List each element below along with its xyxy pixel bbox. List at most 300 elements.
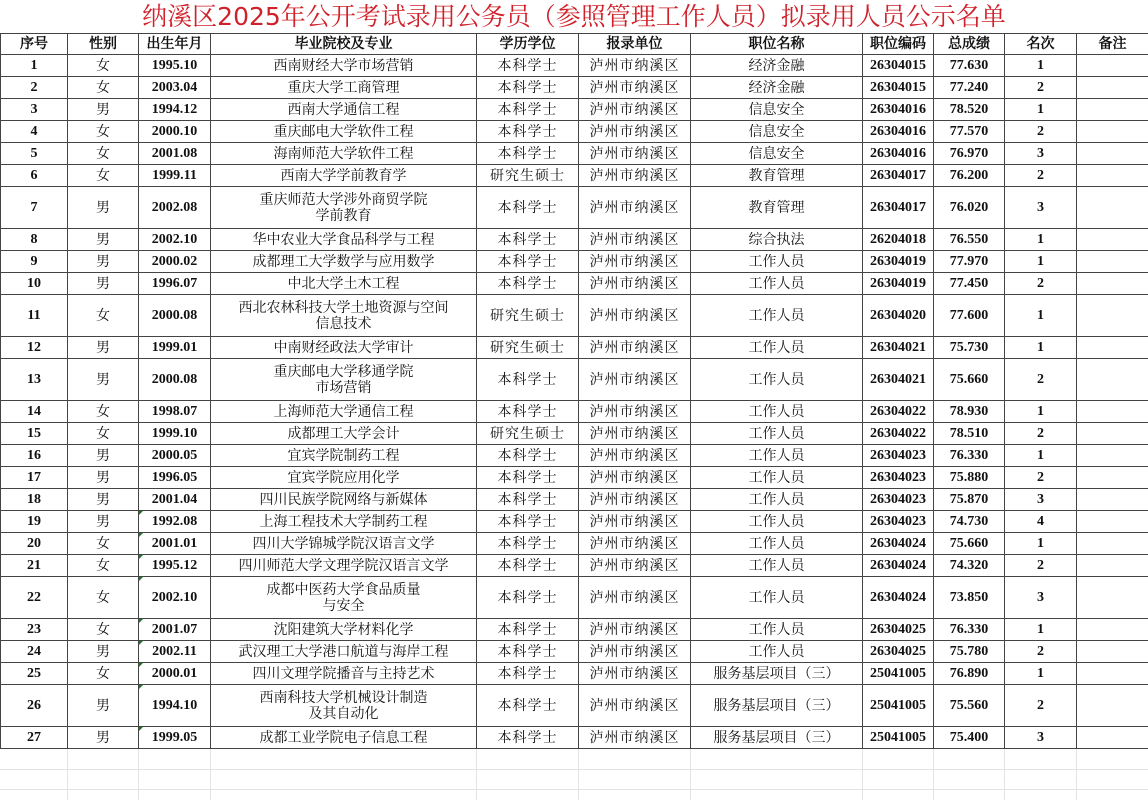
cell-school[interactable] [211,555,477,577]
cell-school[interactable] [211,401,477,423]
cell-school[interactable] [211,619,477,641]
cell-gender[interactable]: 女 [68,577,139,619]
cell-score[interactable]: 78.520 [934,99,1005,121]
cell-no[interactable]: 17 [1,467,68,489]
cell-unit[interactable]: 泸州市纳溪区 [579,423,691,445]
cell-score[interactable]: 78.510 [934,423,1005,445]
cell-score[interactable]: 77.570 [934,121,1005,143]
cell-unit[interactable]: 泸州市纳溪区 [579,121,691,143]
cell-code[interactable]: 26304024 [863,533,934,555]
cell-degree[interactable]: 本科学士 [477,359,579,401]
cell-code[interactable]: 26304022 [863,423,934,445]
cell-score[interactable]: 76.020 [934,187,1005,229]
cell-gender[interactable]: 男 [68,273,139,295]
cell-gender[interactable]: 男 [68,337,139,359]
cell-degree[interactable]: 研究生硕士 [477,295,579,337]
cell-rank[interactable]: 1 [1005,663,1077,685]
cell-birth[interactable]: 2000.08 [139,295,211,337]
cell-degree[interactable]: 本科学士 [477,619,579,641]
cell-unit[interactable]: 泸州市纳溪区 [579,55,691,77]
cell-school[interactable] [211,273,477,295]
cell-note[interactable] [1077,511,1148,533]
cell-school[interactable] [211,187,477,229]
cell-note[interactable] [1077,489,1148,511]
cell-no[interactable]: 20 [1,533,68,555]
cell-no[interactable]: 26 [1,685,68,727]
cell-position[interactable]: 工作人员 [691,273,863,295]
cell-no[interactable]: 11 [1,295,68,337]
cell-position[interactable]: 信息安全 [691,99,863,121]
cell-code[interactable]: 25041005 [863,663,934,685]
cell-school[interactable] [211,663,477,685]
cell-rank[interactable]: 1 [1005,445,1077,467]
cell-no[interactable]: 27 [1,727,68,749]
cell-gender[interactable]: 男 [68,251,139,273]
cell-position[interactable]: 经济金融 [691,55,863,77]
cell-birth[interactable]: 1995.12 [139,555,211,577]
cell-birth[interactable]: 2000.10 [139,121,211,143]
cell-unit[interactable]: 泸州市纳溪区 [579,359,691,401]
cell-degree[interactable]: 本科学士 [477,251,579,273]
cell-gender[interactable]: 女 [68,121,139,143]
cell-school[interactable] [211,143,477,165]
cell-birth[interactable]: 1999.01 [139,337,211,359]
cell-unit[interactable]: 泸州市纳溪区 [579,295,691,337]
col-header-note[interactable]: 备注 [1077,34,1148,55]
cell-score[interactable]: 76.330 [934,619,1005,641]
cell-unit[interactable]: 泸州市纳溪区 [579,273,691,295]
cell-code[interactable]: 26304015 [863,77,934,99]
cell-position[interactable]: 经济金融 [691,77,863,99]
cell-school[interactable] [211,533,477,555]
cell-unit[interactable]: 泸州市纳溪区 [579,251,691,273]
cell-unit[interactable]: 泸州市纳溪区 [579,663,691,685]
cell-unit[interactable]: 泸州市纳溪区 [579,685,691,727]
cell-unit[interactable]: 泸州市纳溪区 [579,533,691,555]
cell-unit[interactable]: 泸州市纳溪区 [579,99,691,121]
cell-position[interactable]: 服务基层项目（三） [691,685,863,727]
cell-degree[interactable]: 本科学士 [477,685,579,727]
cell-position[interactable]: 工作人员 [691,489,863,511]
cell-note[interactable] [1077,467,1148,489]
cell-note[interactable] [1077,121,1148,143]
cell-position[interactable]: 服务基层项目（三） [691,727,863,749]
cell-school[interactable] [211,229,477,251]
cell-degree[interactable]: 本科学士 [477,577,579,619]
cell-no[interactable]: 4 [1,121,68,143]
cell-code[interactable]: 26304024 [863,577,934,619]
cell-note[interactable] [1077,445,1148,467]
cell-position[interactable]: 工作人员 [691,619,863,641]
cell-position[interactable]: 工作人员 [691,401,863,423]
cell-position[interactable]: 综合执法 [691,229,863,251]
cell-birth[interactable]: 2001.04 [139,489,211,511]
cell-rank[interactable]: 1 [1005,251,1077,273]
cell-unit[interactable]: 泸州市纳溪区 [579,641,691,663]
cell-birth[interactable]: 2000.05 [139,445,211,467]
cell-unit[interactable]: 泸州市纳溪区 [579,165,691,187]
cell-no[interactable]: 13 [1,359,68,401]
cell-degree[interactable]: 本科学士 [477,533,579,555]
cell-degree[interactable]: 研究生硕士 [477,423,579,445]
cell-note[interactable] [1077,423,1148,445]
cell-degree[interactable]: 本科学士 [477,273,579,295]
cell-unit[interactable]: 泸州市纳溪区 [579,619,691,641]
cell-note[interactable] [1077,533,1148,555]
cell-note[interactable] [1077,77,1148,99]
cell-no[interactable]: 6 [1,165,68,187]
cell-rank[interactable]: 2 [1005,359,1077,401]
cell-no[interactable]: 14 [1,401,68,423]
cell-no[interactable]: 24 [1,641,68,663]
cell-school[interactable] [211,359,477,401]
cell-unit[interactable]: 泸州市纳溪区 [579,401,691,423]
cell-code[interactable]: 26304016 [863,121,934,143]
cell-birth[interactable]: 2001.01 [139,533,211,555]
cell-position[interactable]: 教育管理 [691,187,863,229]
cell-gender[interactable]: 女 [68,555,139,577]
col-header-school[interactable]: 毕业院校及专业 [211,34,477,55]
cell-rank[interactable]: 1 [1005,295,1077,337]
cell-score[interactable]: 73.850 [934,577,1005,619]
cell-position[interactable]: 工作人员 [691,423,863,445]
cell-rank[interactable]: 2 [1005,423,1077,445]
cell-gender[interactable]: 女 [68,165,139,187]
cell-score[interactable]: 76.330 [934,445,1005,467]
cell-school[interactable] [211,727,477,749]
cell-degree[interactable]: 研究生硕士 [477,337,579,359]
cell-birth[interactable]: 2002.10 [139,229,211,251]
cell-rank[interactable]: 2 [1005,685,1077,727]
cell-school[interactable] [211,99,477,121]
cell-degree[interactable]: 本科学士 [477,489,579,511]
cell-school[interactable] [211,55,477,77]
cell-code[interactable]: 26304017 [863,165,934,187]
cell-note[interactable] [1077,187,1148,229]
cell-rank[interactable]: 2 [1005,77,1077,99]
cell-unit[interactable]: 泸州市纳溪区 [579,77,691,99]
cell-gender[interactable]: 女 [68,143,139,165]
cell-note[interactable] [1077,727,1148,749]
cell-code[interactable]: 26304016 [863,143,934,165]
cell-note[interactable] [1077,99,1148,121]
cell-note[interactable] [1077,685,1148,727]
cell-degree[interactable]: 本科学士 [477,143,579,165]
cell-score[interactable]: 77.630 [934,55,1005,77]
cell-code[interactable]: 26304015 [863,55,934,77]
cell-rank[interactable]: 1 [1005,55,1077,77]
cell-no[interactable]: 18 [1,489,68,511]
cell-gender[interactable]: 男 [68,489,139,511]
cell-score[interactable]: 77.450 [934,273,1005,295]
cell-note[interactable] [1077,577,1148,619]
cell-position[interactable]: 教育管理 [691,165,863,187]
cell-note[interactable] [1077,273,1148,295]
cell-no[interactable]: 9 [1,251,68,273]
cell-degree[interactable]: 本科学士 [477,187,579,229]
cell-birth[interactable]: 2001.08 [139,143,211,165]
cell-score[interactable]: 76.200 [934,165,1005,187]
col-header-degree[interactable]: 学历学位 [477,34,579,55]
cell-no[interactable]: 12 [1,337,68,359]
cell-birth[interactable]: 2000.08 [139,359,211,401]
cell-code[interactable]: 26304021 [863,359,934,401]
cell-unit[interactable]: 泸州市纳溪区 [579,489,691,511]
cell-unit[interactable]: 泸州市纳溪区 [579,337,691,359]
cell-note[interactable] [1077,55,1148,77]
cell-rank[interactable]: 2 [1005,165,1077,187]
cell-birth[interactable]: 1996.07 [139,273,211,295]
cell-position[interactable]: 工作人员 [691,337,863,359]
cell-position[interactable]: 工作人员 [691,467,863,489]
cell-no[interactable]: 3 [1,99,68,121]
cell-school[interactable] [211,489,477,511]
cell-unit[interactable]: 泸州市纳溪区 [579,229,691,251]
cell-position[interactable]: 信息安全 [691,121,863,143]
cell-school[interactable] [211,165,477,187]
col-header-unit[interactable]: 报录单位 [579,34,691,55]
cell-no[interactable]: 15 [1,423,68,445]
cell-rank[interactable]: 2 [1005,273,1077,295]
cell-position[interactable]: 工作人员 [691,295,863,337]
cell-gender[interactable]: 女 [68,55,139,77]
cell-degree[interactable]: 研究生硕士 [477,165,579,187]
cell-no[interactable]: 25 [1,663,68,685]
cell-score[interactable]: 77.600 [934,295,1005,337]
cell-school[interactable] [211,467,477,489]
cell-code[interactable]: 26304025 [863,619,934,641]
cell-unit[interactable]: 泸州市纳溪区 [579,727,691,749]
cell-score[interactable]: 75.780 [934,641,1005,663]
cell-birth[interactable]: 2000.02 [139,251,211,273]
cell-degree[interactable]: 本科学士 [477,77,579,99]
cell-gender[interactable]: 女 [68,295,139,337]
cell-gender[interactable]: 女 [68,401,139,423]
cell-school[interactable] [211,685,477,727]
cell-rank[interactable]: 2 [1005,555,1077,577]
cell-birth[interactable]: 2002.11 [139,641,211,663]
cell-note[interactable] [1077,619,1148,641]
cell-note[interactable] [1077,165,1148,187]
cell-gender[interactable]: 男 [68,229,139,251]
cell-rank[interactable]: 1 [1005,99,1077,121]
cell-school[interactable] [211,121,477,143]
cell-position[interactable]: 工作人员 [691,359,863,401]
cell-birth[interactable]: 2000.01 [139,663,211,685]
cell-no[interactable]: 7 [1,187,68,229]
cell-score[interactable]: 75.870 [934,489,1005,511]
cell-school[interactable] [211,445,477,467]
cell-birth[interactable]: 1999.11 [139,165,211,187]
cell-school[interactable] [211,511,477,533]
cell-code[interactable]: 26304023 [863,511,934,533]
cell-note[interactable] [1077,229,1148,251]
cell-position[interactable]: 工作人员 [691,445,863,467]
cell-code[interactable]: 26304024 [863,555,934,577]
cell-gender[interactable]: 女 [68,423,139,445]
cell-no[interactable]: 16 [1,445,68,467]
cell-code[interactable]: 26304019 [863,251,934,273]
cell-birth[interactable]: 2002.08 [139,187,211,229]
cell-score[interactable]: 75.660 [934,533,1005,555]
cell-position[interactable]: 信息安全 [691,143,863,165]
cell-code[interactable]: 26304020 [863,295,934,337]
cell-degree[interactable]: 本科学士 [477,121,579,143]
cell-no[interactable]: 1 [1,55,68,77]
cell-gender[interactable]: 男 [68,685,139,727]
cell-note[interactable] [1077,295,1148,337]
cell-unit[interactable]: 泸州市纳溪区 [579,467,691,489]
cell-code[interactable]: 26304016 [863,99,934,121]
cell-degree[interactable]: 本科学士 [477,727,579,749]
cell-no[interactable]: 10 [1,273,68,295]
cell-note[interactable] [1077,337,1148,359]
col-header-birth[interactable]: 出生年月 [139,34,211,55]
cell-note[interactable] [1077,251,1148,273]
cell-score[interactable]: 76.890 [934,663,1005,685]
cell-birth[interactable]: 1996.05 [139,467,211,489]
cell-rank[interactable]: 3 [1005,577,1077,619]
cell-gender[interactable]: 女 [68,663,139,685]
cell-unit[interactable]: 泸州市纳溪区 [579,187,691,229]
cell-rank[interactable]: 3 [1005,489,1077,511]
cell-gender[interactable]: 男 [68,727,139,749]
cell-degree[interactable]: 本科学士 [477,467,579,489]
cell-position[interactable]: 工作人员 [691,511,863,533]
cell-school[interactable] [211,423,477,445]
cell-code[interactable]: 26204018 [863,229,934,251]
cell-code[interactable]: 26304023 [863,467,934,489]
cell-school[interactable] [211,577,477,619]
cell-score[interactable]: 75.400 [934,727,1005,749]
cell-gender[interactable]: 男 [68,467,139,489]
cell-gender[interactable]: 男 [68,445,139,467]
cell-note[interactable] [1077,401,1148,423]
cell-rank[interactable]: 1 [1005,533,1077,555]
cell-unit[interactable]: 泸州市纳溪区 [579,577,691,619]
cell-school[interactable] [211,77,477,99]
cell-score[interactable]: 76.970 [934,143,1005,165]
cell-position[interactable]: 服务基层项目（三） [691,663,863,685]
cell-code[interactable]: 26304023 [863,489,934,511]
col-header-position[interactable]: 职位名称 [691,34,863,55]
cell-position[interactable]: 工作人员 [691,555,863,577]
cell-birth[interactable]: 1992.08 [139,511,211,533]
cell-code[interactable]: 26304017 [863,187,934,229]
cell-score[interactable]: 75.730 [934,337,1005,359]
cell-rank[interactable]: 3 [1005,727,1077,749]
cell-degree[interactable]: 本科学士 [477,641,579,663]
cell-birth[interactable]: 2001.07 [139,619,211,641]
cell-rank[interactable]: 4 [1005,511,1077,533]
cell-gender[interactable]: 女 [68,533,139,555]
cell-score[interactable]: 74.320 [934,555,1005,577]
cell-score[interactable]: 75.560 [934,685,1005,727]
cell-note[interactable] [1077,359,1148,401]
cell-score[interactable]: 75.880 [934,467,1005,489]
cell-code[interactable]: 26304023 [863,445,934,467]
cell-score[interactable]: 74.730 [934,511,1005,533]
cell-degree[interactable]: 本科学士 [477,555,579,577]
cell-birth[interactable]: 1994.10 [139,685,211,727]
cell-position[interactable]: 工作人员 [691,251,863,273]
cell-gender[interactable]: 女 [68,77,139,99]
cell-rank[interactable]: 1 [1005,619,1077,641]
cell-note[interactable] [1077,143,1148,165]
cell-code[interactable]: 26304019 [863,273,934,295]
cell-score[interactable]: 75.660 [934,359,1005,401]
cell-score[interactable]: 76.550 [934,229,1005,251]
cell-degree[interactable]: 本科学士 [477,445,579,467]
col-header-no[interactable]: 序号 [1,34,68,55]
col-header-code[interactable]: 职位编码 [863,34,934,55]
cell-rank[interactable]: 2 [1005,641,1077,663]
cell-rank[interactable]: 2 [1005,467,1077,489]
cell-score[interactable]: 77.970 [934,251,1005,273]
cell-score[interactable]: 77.240 [934,77,1005,99]
cell-school[interactable] [211,251,477,273]
col-header-gender[interactable]: 性别 [68,34,139,55]
col-header-rank[interactable]: 名次 [1005,34,1077,55]
cell-rank[interactable]: 2 [1005,121,1077,143]
cell-degree[interactable]: 本科学士 [477,663,579,685]
cell-note[interactable] [1077,663,1148,685]
cell-code[interactable]: 26304021 [863,337,934,359]
cell-unit[interactable]: 泸州市纳溪区 [579,143,691,165]
cell-degree[interactable]: 本科学士 [477,55,579,77]
cell-gender[interactable]: 男 [68,187,139,229]
cell-no[interactable]: 19 [1,511,68,533]
col-header-score[interactable]: 总成绩 [934,34,1005,55]
cell-rank[interactable]: 1 [1005,401,1077,423]
cell-school[interactable] [211,641,477,663]
cell-no[interactable]: 23 [1,619,68,641]
cell-gender[interactable]: 男 [68,359,139,401]
cell-position[interactable]: 工作人员 [691,641,863,663]
cell-position[interactable]: 工作人员 [691,533,863,555]
cell-degree[interactable]: 本科学士 [477,229,579,251]
cell-unit[interactable]: 泸州市纳溪区 [579,445,691,467]
cell-no[interactable]: 8 [1,229,68,251]
cell-birth[interactable]: 1999.05 [139,727,211,749]
cell-note[interactable] [1077,641,1148,663]
cell-no[interactable]: 22 [1,577,68,619]
cell-gender[interactable]: 女 [68,619,139,641]
cell-rank[interactable]: 1 [1005,229,1077,251]
cell-no[interactable]: 2 [1,77,68,99]
cell-degree[interactable]: 本科学士 [477,99,579,121]
cell-rank[interactable]: 3 [1005,187,1077,229]
cell-birth[interactable]: 1994.12 [139,99,211,121]
cell-position[interactable]: 工作人员 [691,577,863,619]
cell-gender[interactable]: 男 [68,511,139,533]
cell-score[interactable]: 78.930 [934,401,1005,423]
cell-code[interactable]: 26304025 [863,641,934,663]
cell-rank[interactable]: 3 [1005,143,1077,165]
cell-code[interactable]: 26304022 [863,401,934,423]
cell-birth[interactable]: 2003.04 [139,77,211,99]
cell-no[interactable]: 5 [1,143,68,165]
cell-code[interactable]: 25041005 [863,685,934,727]
cell-gender[interactable]: 男 [68,99,139,121]
cell-degree[interactable]: 本科学士 [477,511,579,533]
cell-birth[interactable]: 1995.10 [139,55,211,77]
cell-gender[interactable]: 男 [68,641,139,663]
cell-unit[interactable]: 泸州市纳溪区 [579,511,691,533]
cell-note[interactable] [1077,555,1148,577]
cell-birth[interactable]: 1999.10 [139,423,211,445]
cell-school[interactable] [211,295,477,337]
